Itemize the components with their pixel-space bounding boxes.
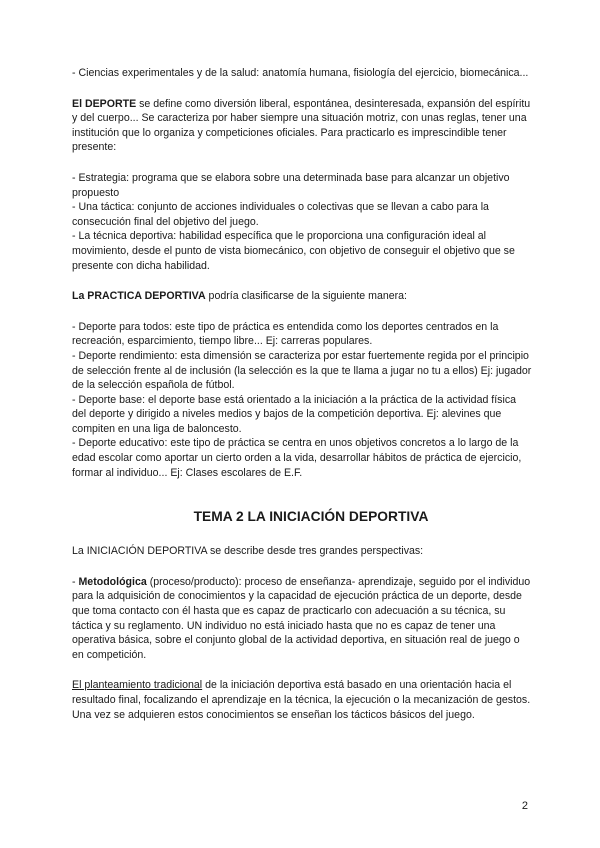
paragraph-iniciacion: La INICIACIÓN DEPORTIVA se describe desde tres grandes perspectivas:	[72, 545, 424, 558]
deporte-elements-list	[72, 171, 532, 273]
list-item: - Deporte rendimiento: esta dimensión se caracteriza por estar fuertemente regida por el principio de selección frente al de inclusión (la selección es la que te llama a jugar no tu a ellos) Ej: jugador de la selección española de fútbol.	[72, 349, 532, 392]
list-item: - Una táctica: conjunto de acciones individuales o colectivas que se llevan a cabo para la consecución final del objetivo del juego.	[72, 201, 489, 228]
page-number: 2	[521, 800, 528, 812]
planteamiento-text: de la iniciación deportiva está basado en una orientación hacia el resultado final, focalizando el aprendizaje en la técnica, la ejecución o la mecanización de gestos. Una vez se adquieren estos conocimientos se enseñan los tácticos básicos del juego.	[72, 679, 531, 721]
term-planteamiento-tradicional: El planteamiento tradicional	[72, 679, 203, 692]
list-item: - La técnica deportiva: habilidad específica que le proporciona una configuración ideal al movimiento, desde el punto de vista biomecánico, con objetivo de conseguir el objetivo que se presente con dicha habilidad.	[72, 230, 515, 272]
list-item: - Deporte base: el deporte base está orientado a la iniciación a la práctica de la actividad física del deporte y dirigido a niveles medios y bajos de la competición deportiva. Ej: alevines que compiten en una liga de baloncesto.	[72, 393, 517, 435]
paragraph-metodologica	[72, 575, 532, 663]
practica-intro: podría clasificarse de la siguiente manera:	[205, 290, 407, 303]
deporte-definition: se define como diversión liberal, espontánea, desinteresada, expansión del espíritu y del cuerpo... Se caracteriza por haber siempre una situación motriz, con unas reglas, tener una institución que lo organiza y competiciones oficiales. Para practicarlo es imprescindible tener presente:	[72, 97, 531, 154]
term-metodologica: Metodológica	[78, 575, 147, 588]
list-item: - Estrategia: programa que se elabora sobre una determinada base para alcanzar un objetivo propuesto	[72, 171, 510, 199]
paragraph-ciencias: - Ciencias experimentales y de la salud: anatomía humana, fisiología del ejercicio, biomecánica...	[72, 67, 529, 79]
list-item: - Deporte educativo: este tipo de práctica se centra en unos objetivos concretos a lo largo de la edad escolar como aportar un cierto orden a la vida, desarrollar hábitos de práctica de ejercicio, formar al individuo... Ej: Clases escolares de E.F.	[72, 437, 522, 479]
section-heading: TEMA 2 LA INICIACIÓN DEPORTIVA	[193, 509, 429, 525]
practica-types-list	[72, 320, 532, 481]
term-practica-deportiva: La PRACTICA DEPORTIVA	[72, 290, 206, 303]
list-item: - Deporte para todos: este tipo de práctica es entendida como los deportes centrados en la recreación, esparcimiento, tiempo libre... Ej: carreras populares.	[72, 320, 499, 348]
term-deporte: El DEPORTE	[72, 97, 137, 110]
list-dash: -	[72, 575, 79, 588]
paragraph-deporte	[72, 97, 532, 155]
metodologica-definition: (proceso/producto): proceso de enseñanza- aprendizaje, seguido por el individuo para la adquisición de conocimientos y la capacidad de ejecución práctica de un deporte, desde que toma contacto con él hasta que es capaz de practicarlo con adecuación a su técnica, su táctica y su reglamento. UN individuo no está iniciado hasta que no es capaz de tener una operativa básica, sobre el conjunto global de la actividad deportiva, en situación real de juego o en competición.	[72, 575, 531, 661]
document-page	[72, 66, 532, 738]
paragraph-planteamiento	[72, 678, 532, 722]
paragraph-practica	[72, 289, 532, 304]
